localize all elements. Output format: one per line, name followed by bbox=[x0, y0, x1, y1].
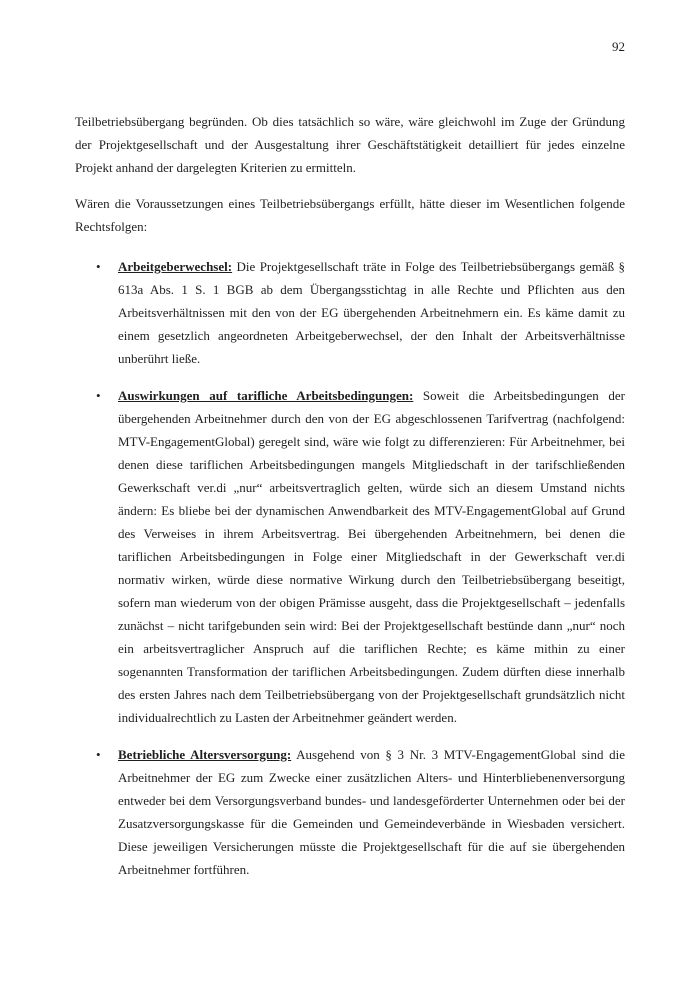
bullet-text: Soweit die Arbeitsbedingungen der übergehenden Arbeitnehmer durch den von der EG abgeschlossenen Tarifvertrag (nachfolgend: MTV-EngagementGlobal) geregelt sind, wäre wie folgt zu differenzieren: Für Arbeitnehmer, bei denen diese tariflichen Arbeitsbedingungen mangels Mitgliedschaft in der tarifschließenden Gewerkschaft ver.di „nur“ arbeitsvertraglich gelten, würde sich an diesem Umstand nichts ändern: Es bliebe bei der dynamischen Anwendbarkeit des MTV-EngagementGlobal auf Grund des Verweises in ihrem Arbeitsvertrag. Bei übergehenden Arbeitnehmern, bei denen die tariflichen Arbeitsbedingungen in Folge einer Mitgliedschaft in der Gewerkschaft ver.di normativ wirken, würde diese normative Wirkung durch den Teilbetriebsübergang beseitigt, sofern man wiederum von der obigen Prämisse ausgeht, dass die Projektgesellschaft – jedenfalls zunächst – nicht tarifgebunden sein wird: Bei der Projektgesellschaft bestünde dann „nur“ noch ein arbeitsvertraglicher Anspruch auf die tariflichen Rechte; es käme mithin zu einer sogenannten Transformation der tariflichen Arbeitsbedingungen. Zudem dürften diese innerhalb des ersten Jahres nach dem Teilbetriebsübergang von der Projektgesellschaft grundsätzlich nicht individualrechtlich zu Lasten der Arbeitnehmer geändert werden. bbox=[118, 388, 625, 725]
bullet-heading: Auswirkungen auf tarifliche Arbeitsbedingungen: bbox=[118, 388, 414, 403]
document-body bbox=[75, 110, 625, 881]
paragraph: Wären die Voraussetzungen eines Teilbetriebsübergangs erfüllt, hätte dieser im Wesentlichen folgende Rechtsfolgen: bbox=[75, 196, 625, 234]
bullet-text: Die Projektgesellschaft träte in Folge des Teilbetriebsübergangs gemäß § 613a Abs. 1 S. 1 BGB ab dem Übergangsstichtag in alle Rechte und Pflichten aus den Arbeitsverhältnissen mit den von der EG übergehenden Arbeitnehmern ein. Es käme damit zu einem gesetzlich angeordneten Arbeitgeberwechsel, der den Inhalt der Arbeitsverhältnisse unberührt ließe. bbox=[118, 259, 625, 366]
bullet-list bbox=[75, 255, 625, 881]
bullet-heading: Arbeitgeberwechsel: bbox=[118, 259, 233, 274]
bullet-item bbox=[75, 255, 625, 370]
bullet-icon: • bbox=[96, 388, 101, 403]
paragraph: Teilbetriebsübergang begründen. Ob dies tatsächlich so wäre, wäre gleichwohl im Zuge der Gründung der Projektgesellschaft und der Ausgestaltung ihrer Geschäftstätigkeit detailliert für jedes einzelne Projekt anhand der dargelegten Kriterien zu ermitteln. bbox=[75, 114, 625, 175]
bullet-item bbox=[75, 743, 625, 881]
page-number: 92 bbox=[612, 39, 625, 54]
bullet-icon: • bbox=[96, 747, 101, 762]
bullet-item bbox=[75, 384, 625, 729]
bullet-icon: • bbox=[96, 259, 101, 274]
bullet-text: Ausgehend von § 3 Nr. 3 MTV-EngagementGlobal sind die Arbeitnehmer der EG zum Zwecke einer zusätzlichen Alters- und Hinterbliebenenversorgung entweder bei dem Versorgungsverband bundes- und landesgeförderter Unternehmen oder bei der Zusatzversorgungskasse für die Gemeinden und Gemeindeverbände in Wiesbaden versichert. Diese jeweiligen Versicherungen müsste die Projektgesellschaft für die auf sie übergehenden Arbeitnehmer fortführen. bbox=[118, 747, 625, 877]
bullet-heading: Betriebliche Altersversorgung: bbox=[118, 747, 292, 762]
